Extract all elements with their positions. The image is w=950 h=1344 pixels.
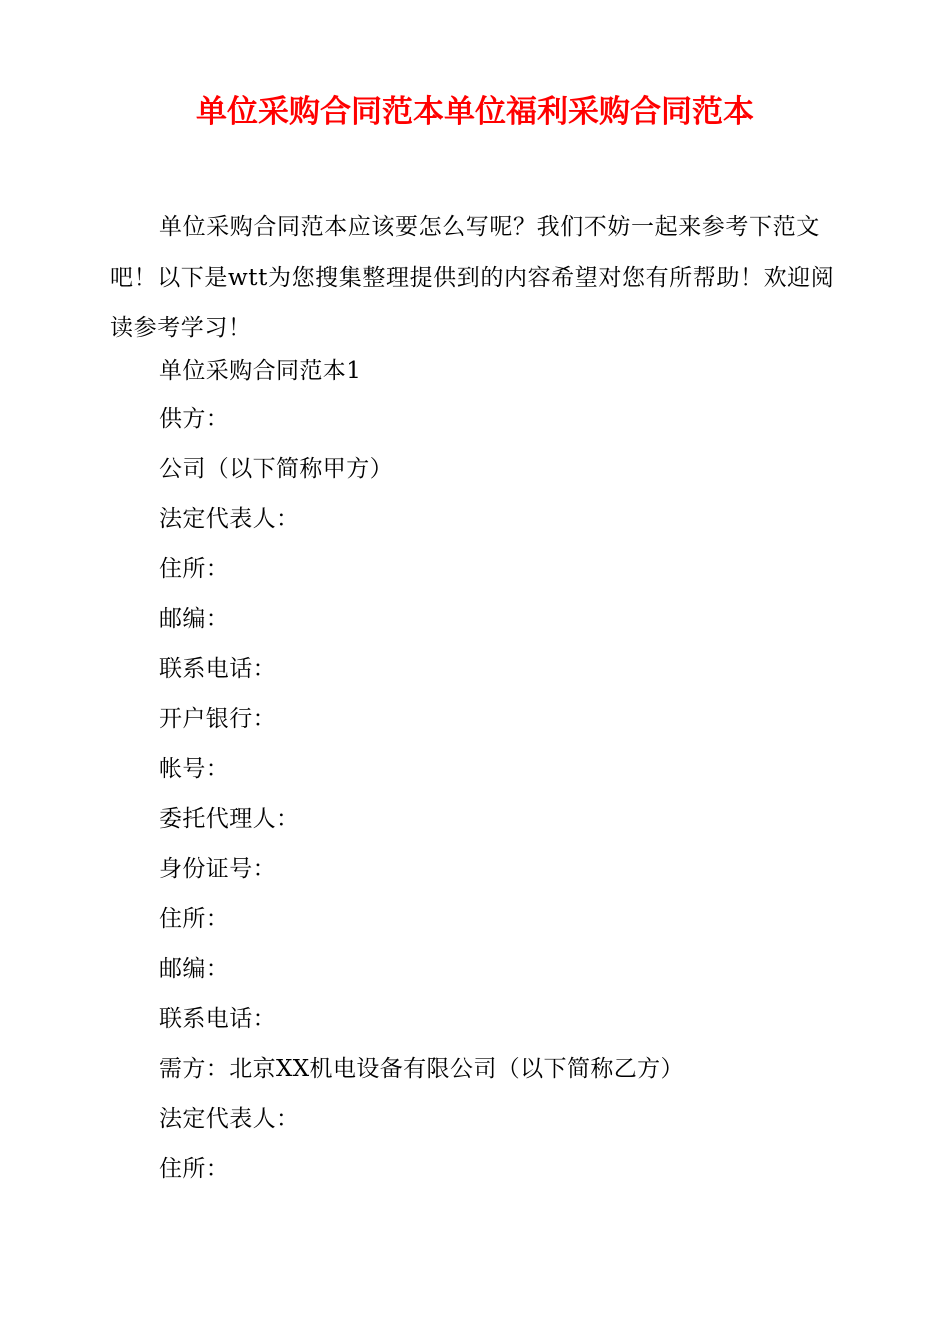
- section-heading: 单位采购合同范本1: [159, 358, 362, 384]
- phone-label: 联系电话：: [159, 1006, 276, 1032]
- id-number-label: 身份证号：: [159, 856, 276, 882]
- document-title: 单位采购合同范本单位福利采购合同范本: [196, 94, 754, 130]
- legal-representative-label: 法定代表人：: [159, 506, 300, 532]
- postcode-label: 邮编：: [159, 956, 230, 982]
- buyer-line: 需方：北京XX机电设备有限公司（以下简称乙方）: [159, 1056, 684, 1082]
- legal-representative-label: 法定代表人：: [159, 1106, 300, 1132]
- account-label: 帐号：: [159, 756, 230, 782]
- agent-label: 委托代理人：: [159, 806, 300, 832]
- intro-paragraph: 单位采购合同范本应该要怎么写呢？我们不妨一起来参考下范文吧！以下是wtt为您搜集整理提供到的内容希望对您有所帮助！欢迎阅读参考学习！: [110, 214, 835, 341]
- phone-label: 联系电话：: [159, 656, 276, 682]
- contract-field-list: [159, 348, 684, 1194]
- supplier-company-line: 公司（以下简称甲方）: [159, 456, 393, 482]
- address-label: 住所：: [159, 556, 230, 582]
- bank-label: 开户银行：: [159, 706, 276, 732]
- address-label: 住所：: [159, 1156, 230, 1182]
- postcode-label: 邮编：: [159, 606, 230, 632]
- supplier-label: 供方：: [159, 406, 230, 432]
- address-label: 住所：: [159, 906, 230, 932]
